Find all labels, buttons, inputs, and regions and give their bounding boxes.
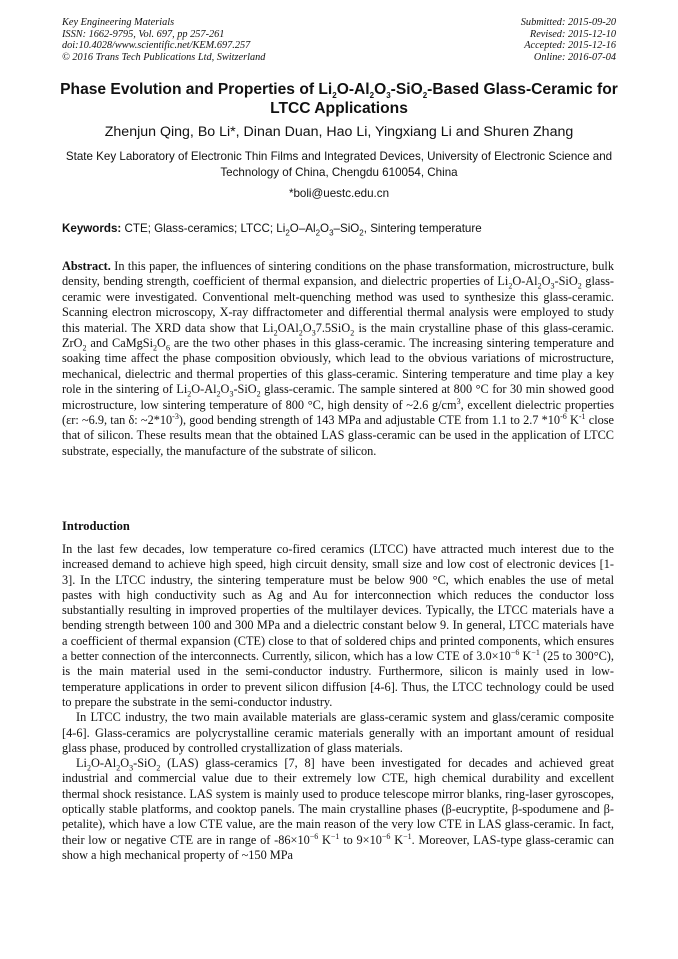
- abstract: Abstract. In this paper, the influences of sintering conditions on the phase transformation, microstructure, bulk density, bending strength, coefficient of thermal expansion, and dielectric properties of $Li_2O-Al_2O_3-SiO_2$ glass-ceramic were investigated. Conventional melt-quenching method was used to synthesize this glass-ceramic. Scanning electron microscopy, X-ray diffractometer and differential thermal analysis were employed to study this material. The XRD data show that $Li_2OAl_2O_37.5SiO_2$ is the main crystalline phase of this glass-ceramic. ZrO$_2$ and $CaMgSi_2O_6$ are the two other phases in this glass-ceramic. The increasing sintering temperature and soaking time affect the phase composition obviously, which lead to the obvious variations of microstructure, mechanical, dielectric and thermal properties of this glass-ceramic. Sintering temperature and time play a key role in the sintering of $Li_2O-Al_2O_3-SiO_2$ glass-ceramic. The sample sintered at 800 °C for 30 min showed good microstructure, low sintering temperature of 800 °C, high density of ~2.6 $g/cm^3$, excellent dielectric properties (εr: ~6.9, tan δ: $\sim 2*10^{-3}$), good bending strength of 143 MPa and adjustable CTE from 1.1 to 2.7 $*10^{-6}$ $K^{-1}$ close that of silicon. These results mean that the obtained LAS glass-ceramic can be used in the application of LTCC substrate, especially, the manufacture of the substrate of silicon.: [62, 259, 615, 458]
- intro-paragraph-3: $Li_2O-Al_2O_3-SiO_2$ (LAS) glass-ceramics [7, 8] have been investigated for decades and achieved great industrial and commercial value due to their extremely low CTE, high chemical durability and excellent thermal shock resistance. LAS system is mainly used to produce telescope mirror blanks, ring-laser gyroscopes, optically stable platforms, and cooktop panels. The main crystalline phases (β-eucryptite, β-spodumene and β-petalite), which have a low CTE value, are the main reason of the very low CTE in LAS glass-ceramic. In fact, their low or negative CTE are in range of $-86\times 10^{-6}$ $K^{-1}$ to $9\times 10^{-6}$ $K^{-1}$. Moreover, LAS-type glass-ceramic can show a high mechanical property of ~150 MPa: [62, 756, 614, 862]
- doi-line: doi:10.4028/www.scientific.net/KEM.697.257: [62, 40, 251, 52]
- corresponding-email: *boli@uestc.edu.cn: [288, 187, 390, 200]
- revised-date: Revised: 2015-12-10: [529, 28, 616, 40]
- online-date: Online: 2016-07-04: [533, 51, 616, 63]
- journal-metadata: [62, 17, 265, 63]
- journal-name: Key Engineering Materials: [62, 17, 175, 28]
- author-list: Zhenjun Qing, Bo Li*, Dinan Duan, Hao Li, Yingxiang Li and Shuren Zhang: [104, 124, 574, 140]
- keywords: Keywords: CTE; Glass-ceramics; LTCC; $Li_2O-Al_2O_3-SiO_2$, Sintering temperature: [62, 222, 482, 238]
- intro-paragraph-2: In LTCC industry, the two main available materials are glass-ceramic system and glass/ceramic composite [4-6]. Glass-ceramics are polycrystalline ceramic materials generally with an important amount of residual glass phase, produced by controlled crystallization of glass materials.: [62, 710, 614, 755]
- accepted-date: Accepted: 2015-12-16: [524, 40, 616, 52]
- submitted-date: Submitted: 2015-09-20: [520, 17, 616, 28]
- introduction-body: [62, 542, 614, 863]
- issn-line: ISSN: 1662-9795, Vol. 697, pp 257-261: [62, 28, 225, 40]
- keywords-label: Keywords:: [62, 222, 122, 235]
- paper-title: Phase Evolution and Properties of $Li_2O-Al_2O_3-SiO_2$-Based Glass-Ceramic for LTCC Applications: [60, 81, 618, 117]
- intro-paragraph-1: In the last few decades, low temperature co-fired ceramics (LTCC) have attracted much interest due to the increased demand to achieve high speed, high circuit density, small size and low cost of electronic devices [1-3]. In the LTCC industry, the sintering temperature must be below 900 °C, which enables the use of metal pastes with high conductivity such as Ag and Au for interconnection which reduces the conductor loss substantially resulting in improved properties of the multilayer devices. Typically, the LTCC materials have a bending strength between 100 and 300 MPa and a dielectric constant below 9. In general, LTCC materials have a coefficient of thermal expansion (CTE) close to that of soldered chips and printed components, which ensures a better connection of the interconnects. Currently, silicon, which has a low CTE of $3.0\times 10^{-6}$ $K^{-1}$ (25 to 300°C), is the main material used in the semi-conductor industry. Furthermore, silicon is mainly used in low-temperature applications in order to prevent silicon diffusion [4-6]. Thus, the LTCC technology could be used to prepare the substrate in the semi-conductor industry.: [62, 542, 614, 709]
- affiliation: State Key Laboratory of Electronic Thin Films and Integrated Devices, University of Electronic Science and Technology of China, Chengdu 610054, China: [65, 150, 613, 179]
- introduction-heading: Introduction: [62, 519, 130, 533]
- copyright-line: © 2016 Trans Tech Publications Ltd, Switzerland: [62, 51, 266, 63]
- abstract-label: Abstract.: [62, 259, 111, 273]
- dates-metadata: [521, 17, 616, 63]
